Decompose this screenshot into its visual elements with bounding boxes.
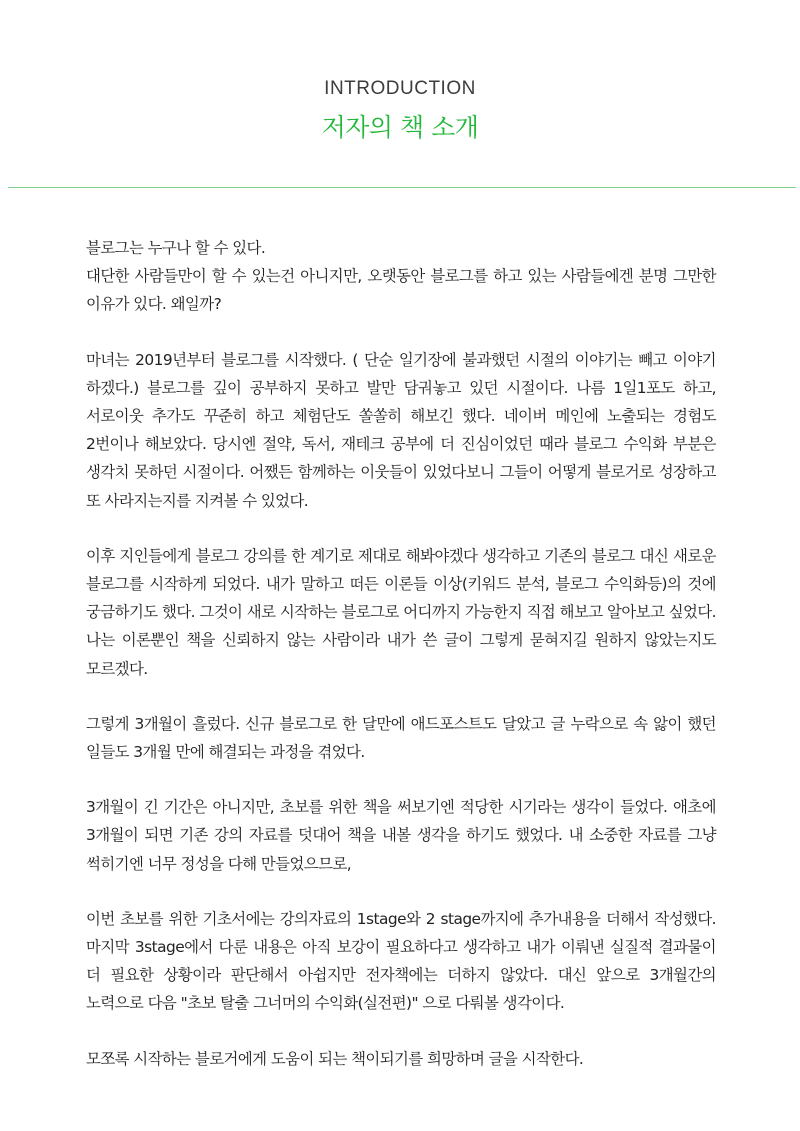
body-text: [86, 234, 716, 1100]
paragraph-5: 3개월이 긴 기간은 아니지만, 초보를 위한 책을 써보기엔 적당한 시기라는 생각이 들었다. 애초에 3개월이 되면 기존 강의 자료를 덧대어 책을 내볼 생각을 하기도 했었다. 내 소중한 자료를 그냥 썩히기엔 너무 정성을 다해 만들었으므로,: [86, 798, 716, 873]
paragraph-6: 이번 초보를 위한 기초서에는 강의자료의 1stage와 2 stage까지에 추가내용을 더해서 작성했다. 마지막 3stage에서 다룬 내용은 아직 보강이 필요하다고 생각하고 내가 이뤄낸 실질적 결과물이 더 필요한 상황이라 판단해서 아쉽지만 전자책에는 더하지 않았다. 대신 앞으로 3개월간의 노력으로 다음 "초보 탈출 그너머의 수익화(실전편)" 으로 다뤄볼 생각이다.: [86, 909, 716, 1013]
paragraph-1: 블로그는 누구나 할 수 있다. 대단한 사람들만이 할 수 있는건 아니지만, 오랫동안 블로그를 하고 있는 사람들에겐 분명 그만한 이유가 있다. 왜일까?: [86, 239, 716, 314]
page-title: 저자의 책 소개: [321, 113, 479, 142]
header-divider: [8, 187, 796, 188]
paragraph-3: 이후 지인들에게 블로그 강의를 한 계기로 제대로 해봐야겠다 생각하고 기존의 블로그 대신 새로운 블로그를 시작하게 되었다. 내가 말하고 떠든 이론들 이상(키워드 분석, 블로그 수익화등)의 것에 궁금하기도 했다. 그것이 새로 시작하는 블로그로 어디까지 가능한지 직접 해보고 알아보고 싶었다. 나는 이론뿐인 책을 신뢰하지 않는 사람이라 내가 쓴 글이 그렇게 묻혀지길 원하지 않았는지도 모르겠다.: [86, 546, 716, 678]
paragraph-7: 모쪼록 시작하는 블로거에게 도움이 되는 책이되기를 희망하며 글을 시작한다.: [86, 1049, 584, 1068]
section-eyebrow: INTRODUCTION: [324, 78, 476, 99]
paragraph-4: 그렇게 3개월이 흘렀다. 신규 블로그로 한 달만에 애드포스트도 달았고 글 누락으로 속 앓이 했던 일들도 3개월 만에 해결되는 과정을 겪었다.: [86, 714, 716, 762]
paragraph-2: 마녀는 2019년부터 블로그를 시작했다. ( 단순 일기장에 불과했던 시절의 이야기는 빼고 이야기 하겠다.) 블로그를 깊이 공부하지 못하고 발만 담궈놓고 있던 시절이다. 나름 1일1포도 하고, 서로이웃 추가도 꾸준히 하고 체험단도 쏠쏠히 해보긴 했다. 네이버 메인에 노출되는 경험도 2번이나 해보았다. 당시엔 절약, 독서, 재테크 공부에 더 진심이었던 때라 블로그 수익화 부분은 생각치 못하던 시절이다. 어쨌든 함께하는 이웃들이 있었다보니 그들이 어떻게 블로거로 성장하고 또 사라지는지를 지켜볼 수 있었다.: [86, 350, 716, 510]
